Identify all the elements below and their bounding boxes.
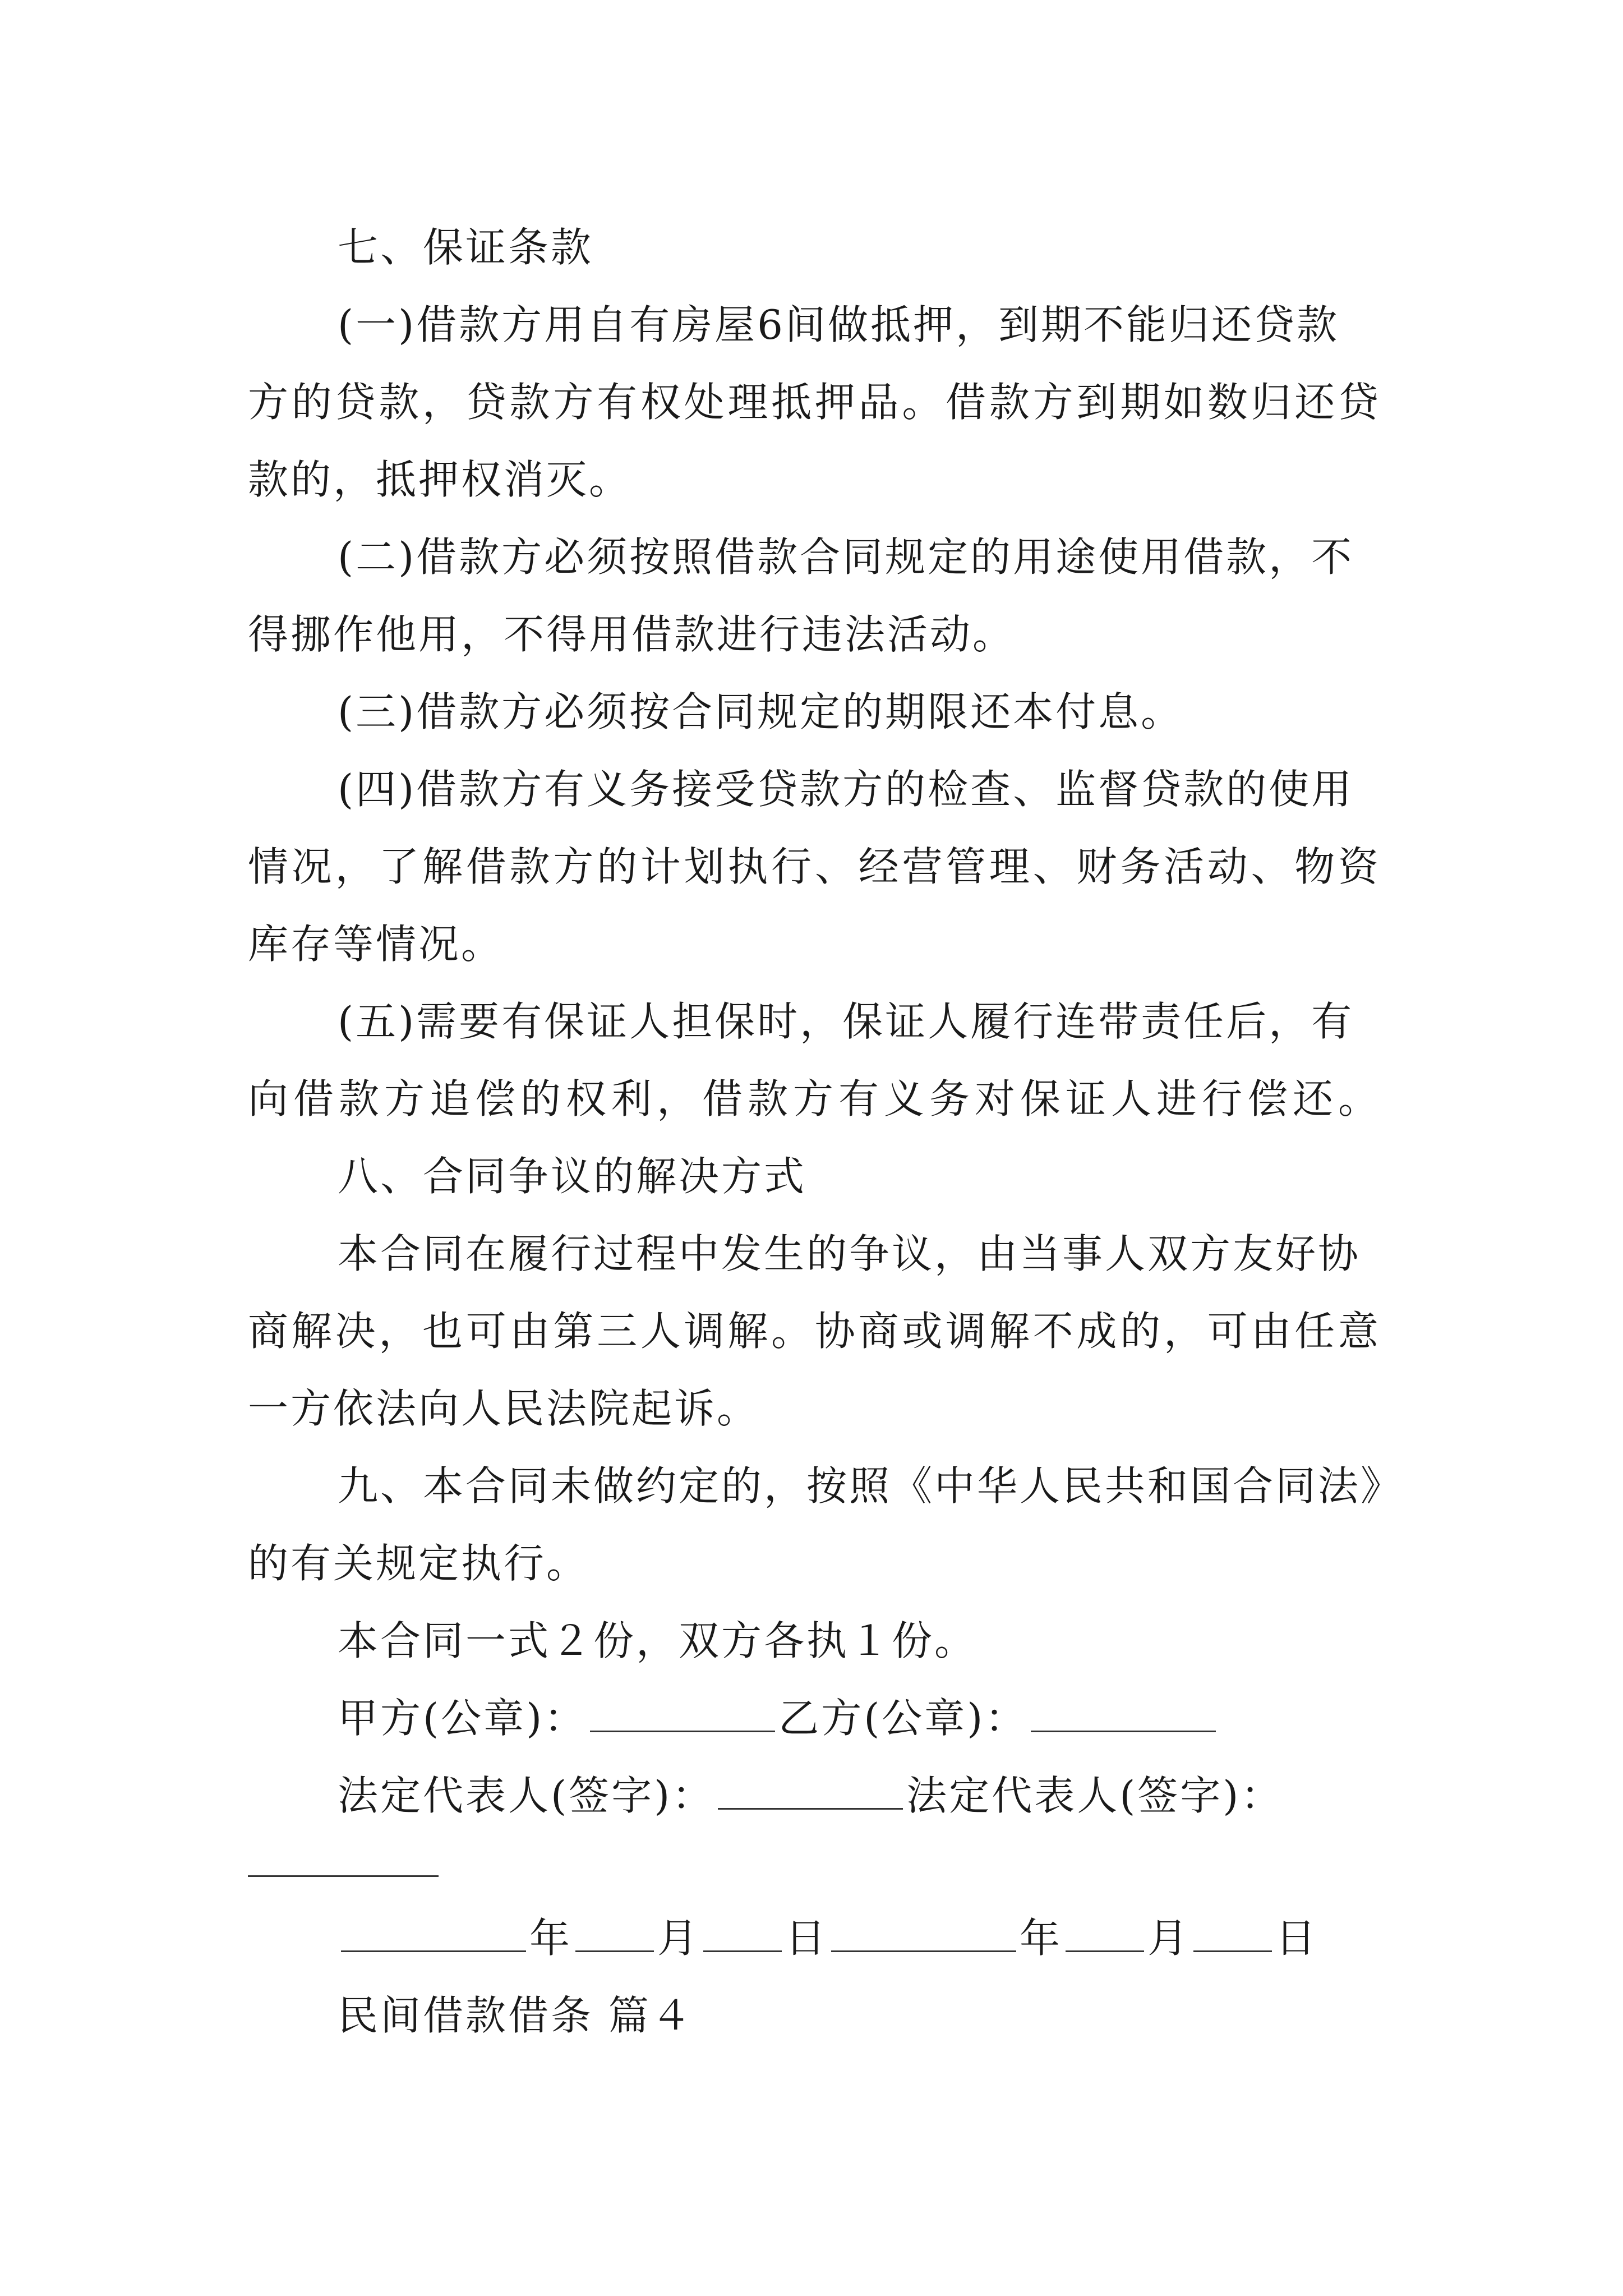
party-b-seal-label: 乙方(公章)：: [778, 1695, 1028, 1742]
date-a-month-label: 月: [657, 1915, 700, 1962]
paragraph-line: 得挪作他用，不得用借款进行违法活动。: [248, 611, 1016, 658]
date-b-year-blank[interactable]: [831, 1917, 1016, 1952]
document-body: [248, 209, 1404, 2054]
party-a-seal-blank[interactable]: [590, 1697, 775, 1732]
paragraph-line: (五)需要有保证人担保时，保证人履行连带责任后，有: [338, 998, 1354, 1045]
paragraph-line: 情况，了解借款方的计划执行、经营管理、财务活动、物资: [248, 843, 1381, 890]
paragraph-line: 本合同一式２份，双方各执１份。: [338, 1617, 978, 1664]
signature-continuation-line[interactable]: [248, 1875, 439, 1877]
date-a-day-label: 日: [785, 1915, 828, 1962]
date-a-day-blank[interactable]: [703, 1917, 782, 1952]
paragraph-line: 库存等情况。: [248, 921, 504, 968]
paragraph-line: 一方依法向人民法院起诉。: [248, 1385, 760, 1432]
date-b-day-label: 日: [1275, 1915, 1318, 1962]
seal-row: [248, 1680, 1381, 1757]
date-a-month-blank[interactable]: [575, 1917, 654, 1952]
paragraph-line: 向借款方追偿的权利，借款方有义务对保证人进行偿还。: [248, 1075, 1381, 1122]
paragraph-line: 的有关规定执行。: [248, 1540, 589, 1587]
paragraph-line: 方的贷款，贷款方有权处理抵押品。借款方到期如数归还贷: [248, 379, 1381, 426]
party-b-seal-blank[interactable]: [1031, 1697, 1216, 1732]
paragraph-line: 款的，抵押权消灭。: [248, 456, 632, 503]
date-b-year-label: 年: [1020, 1915, 1063, 1962]
paragraph-line: 九、本合同未做约定的，按照《中华人民共和国合同法》: [338, 1462, 1404, 1510]
paragraph-line: 商解决，也可由第三人调解。协商或调解不成的，可由任意: [248, 1308, 1381, 1355]
paragraph-line: 本合同在履行过程中发生的争议，由当事人双方友好协: [338, 1230, 1361, 1277]
date-a-year-label: 年: [529, 1915, 573, 1962]
paragraph-line: (四)借款方有义务接受贷款方的检查、监督贷款的使用: [338, 766, 1354, 813]
representative-row: [248, 1757, 1381, 1834]
party-a-seal-label: 甲方(公章)：: [338, 1695, 587, 1742]
date-b-month-blank[interactable]: [1066, 1917, 1144, 1952]
rep-b-label: 法定代表人(签字)：: [906, 1772, 1284, 1819]
paragraph-line: (三)借款方必须按合同规定的期限还本付息。: [338, 688, 1184, 735]
next-section-heading: 民间借款借条 篇４: [338, 1992, 694, 2039]
date-b-month-label: 月: [1147, 1915, 1191, 1962]
date-a-year-blank[interactable]: [341, 1917, 526, 1952]
rep-a-label: 法定代表人(签字)：: [338, 1772, 715, 1819]
date-b-day-blank[interactable]: [1193, 1917, 1272, 1952]
date-row: [248, 1899, 1381, 1977]
paragraph-line: (一)借款方用自有房屋6间做抵押，到期不能归还贷款: [338, 301, 1339, 348]
paragraph-line: (二)借款方必须按照借款合同规定的用途使用借款，不: [338, 533, 1354, 581]
section-heading-guarantee: 七、保证条款: [338, 224, 594, 271]
rep-a-blank[interactable]: [718, 1774, 903, 1810]
section-heading-dispute: 八、合同争议的解决方式: [338, 1153, 807, 1200]
